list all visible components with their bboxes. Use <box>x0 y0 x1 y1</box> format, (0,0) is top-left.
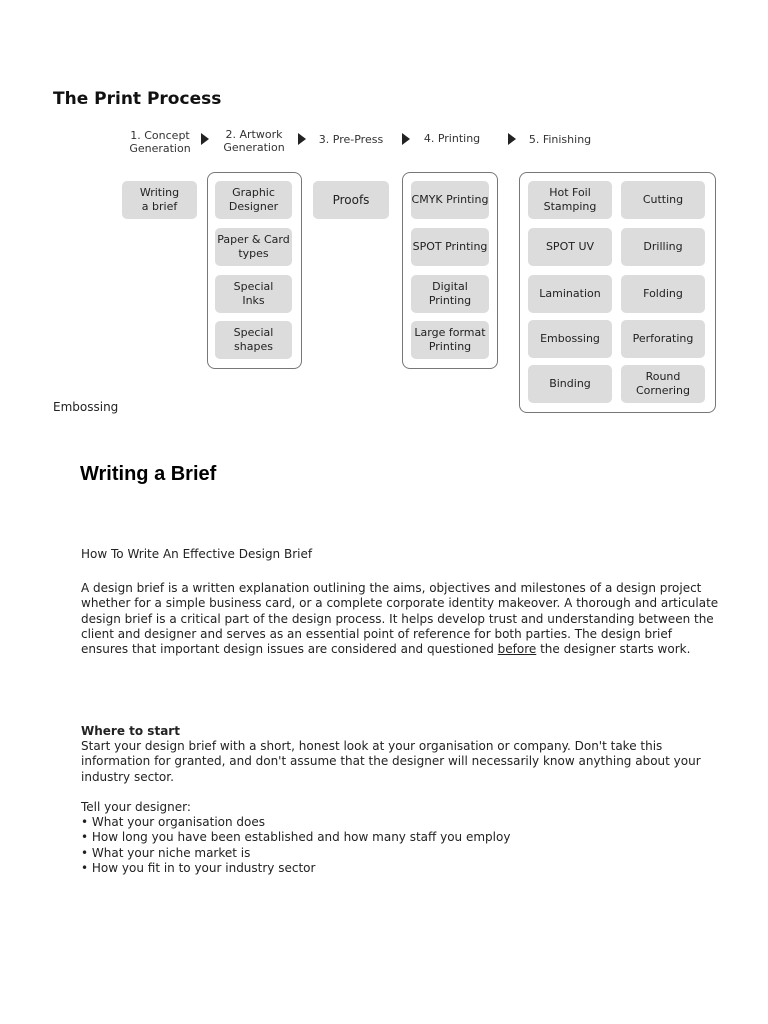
box-paper-card-types: Paper & Card types <box>215 228 292 266</box>
page-title: The Print Process <box>53 89 222 109</box>
stage-pre-press: 3. Pre-Press <box>318 133 384 146</box>
arrow-icon <box>402 133 410 145</box>
list-item: • What your niche market is <box>81 846 721 861</box>
arrow-icon <box>508 133 516 145</box>
stage-printing: 4. Printing <box>423 132 481 145</box>
box-cutting: Cutting <box>621 181 705 219</box>
box-special-inks: Special Inks <box>215 275 292 313</box>
box-perforating: Perforating <box>621 320 705 358</box>
box-binding: Binding <box>528 365 612 403</box>
box-round-cornering: Round Cornering <box>621 365 705 403</box>
box-special-shapes: Special shapes <box>215 321 292 359</box>
where-to-start-heading: Where to start <box>81 724 180 738</box>
list-item: • How long you have been established and how many staff you employ <box>81 830 721 845</box>
tell-designer-list <box>81 815 721 876</box>
stage-finishing: 5. Finishing <box>528 133 592 146</box>
box-large-format-printing: Large format Printing <box>411 321 489 359</box>
arrow-icon <box>298 133 306 145</box>
box-writing-a-brief: Writing a brief <box>122 181 197 219</box>
arrow-icon <box>201 133 209 145</box>
subtitle: How To Write An Effective Design Brief <box>81 547 313 561</box>
box-drilling: Drilling <box>621 228 705 266</box>
list-item: • How you fit in to your industry sector <box>81 861 721 876</box>
intro-text-b: the designer starts work. <box>536 642 691 657</box>
section-heading: Writing a Brief <box>80 463 217 485</box>
stage-concept-generation: 1. Concept Generation <box>129 129 191 155</box>
box-spot-printing: SPOT Printing <box>411 228 489 266</box>
box-embossing: Embossing <box>528 320 612 358</box>
tell-designer-label: Tell your designer: <box>81 800 191 814</box>
where-to-start-paragraph: Start your design brief with a short, honest look at your organisation or company. Don't take this information for granted, and don't assume that the designer will necessarily know anything about your industry sector. <box>81 739 701 784</box>
box-digital-printing: Digital Printing <box>411 275 489 313</box>
intro-text-underlined: before <box>497 642 537 657</box>
box-proofs: Proofs <box>313 181 389 219</box>
list-item: • What your organisation does <box>81 815 721 830</box>
intro-text-a: A design brief is a written explanation outlining the aims, objectives and milestones of a design project whether for a simple business card, or a complete corporate identity makeover. A thorough and articulate design brief is a critical part of the design process. It helps develop trust and understanding between the client and designer and serves as an essential point of reference for both parties. The design brief ensures that important design issues are considered and questioned <box>81 581 719 657</box>
box-hot-foil-stamping: Hot Foil Stamping <box>528 181 612 219</box>
box-cmyk-printing: CMYK Printing <box>411 181 489 219</box>
stage-artwork-generation: 2. Artwork Generation <box>223 128 285 154</box>
box-folding: Folding <box>621 275 705 313</box>
box-spot-uv: SPOT UV <box>528 228 612 266</box>
intro-paragraph <box>81 581 721 657</box>
image-caption: Embossing <box>53 400 119 414</box>
box-lamination: Lamination <box>528 275 612 313</box>
box-graphic-designer: Graphic Designer <box>215 181 292 219</box>
